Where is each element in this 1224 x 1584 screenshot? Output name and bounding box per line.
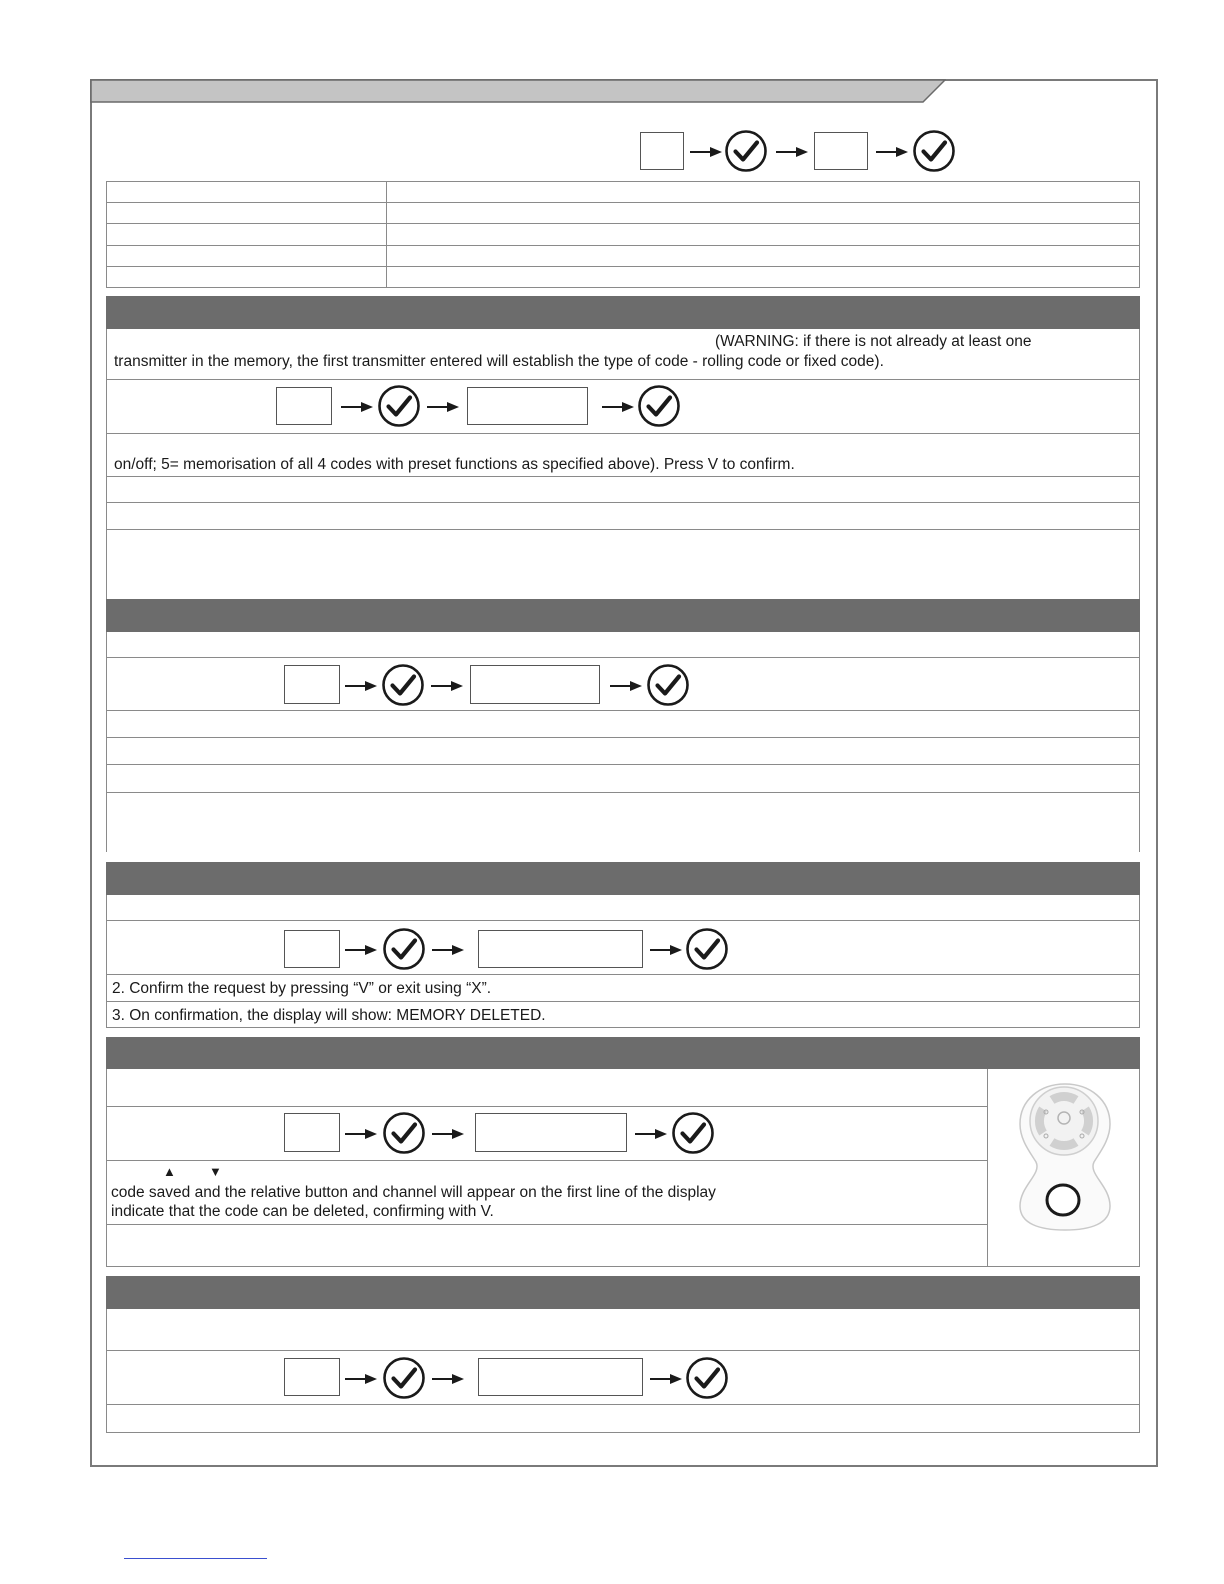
table-row-divider xyxy=(106,245,1140,246)
right-arrow-icon xyxy=(431,679,465,693)
right-arrow-icon xyxy=(635,1127,669,1141)
step-text: on/off; 5= memorisation of all 4 codes with preset functions as specified above). Press V to confirm. xyxy=(114,456,795,473)
check-circle-icon xyxy=(646,663,690,707)
display-box xyxy=(475,1113,627,1152)
footer-link-underline[interactable] xyxy=(124,1558,267,1559)
right-arrow-icon xyxy=(432,1127,466,1141)
section-header-bar xyxy=(106,1037,1140,1069)
row-divider xyxy=(106,1001,1140,1002)
row-divider xyxy=(106,920,1140,921)
right-arrow-icon xyxy=(602,400,636,414)
row-divider xyxy=(106,433,1140,434)
section-body xyxy=(106,1069,1140,1267)
step-text: 2. Confirm the request by pressing “V” or exit using “X”. xyxy=(112,980,492,997)
check-circle-icon xyxy=(724,129,768,173)
right-arrow-icon xyxy=(650,1372,684,1386)
right-arrow-icon xyxy=(345,943,379,957)
check-circle-icon xyxy=(671,1111,715,1155)
parameter-table xyxy=(106,181,1140,288)
display-box xyxy=(284,1113,340,1152)
section-header-bar xyxy=(106,862,1140,895)
check-circle-icon xyxy=(382,1356,426,1400)
display-box xyxy=(284,665,340,704)
row-divider xyxy=(106,657,1140,658)
row-divider xyxy=(106,529,1140,530)
table-row-divider xyxy=(106,223,1140,224)
right-arrow-icon xyxy=(432,1372,466,1386)
step-text: code saved and the relative button and channel will appear on the first line of the display xyxy=(111,1184,716,1201)
check-circle-icon xyxy=(685,927,729,971)
right-arrow-icon xyxy=(876,145,910,159)
check-circle-icon xyxy=(685,1356,729,1400)
right-arrow-icon xyxy=(610,679,644,693)
image-column-divider xyxy=(987,1069,988,1267)
right-arrow-icon xyxy=(345,1127,379,1141)
row-divider xyxy=(106,737,1140,738)
row-divider xyxy=(106,1224,987,1225)
warning-text: (WARNING: if there is not already at least one xyxy=(715,333,1032,350)
row-divider xyxy=(106,379,1140,380)
right-arrow-icon xyxy=(427,400,461,414)
section-header-bar xyxy=(106,296,1140,329)
check-circle-icon xyxy=(912,129,956,173)
right-arrow-icon xyxy=(650,943,684,957)
display-box xyxy=(284,930,340,968)
row-divider xyxy=(106,502,1140,503)
right-arrow-icon xyxy=(345,1372,379,1386)
right-arrow-icon xyxy=(776,145,810,159)
down-arrow-icon: ▼ xyxy=(209,1164,222,1179)
display-box xyxy=(478,1358,643,1396)
row-divider xyxy=(106,792,1140,793)
right-arrow-icon xyxy=(432,943,466,957)
row-divider xyxy=(106,476,1140,477)
row-divider xyxy=(106,710,1140,711)
check-circle-icon xyxy=(382,1111,426,1155)
row-divider xyxy=(106,1106,987,1107)
display-box xyxy=(470,665,600,704)
display-box xyxy=(276,387,332,425)
right-arrow-icon xyxy=(690,145,724,159)
display-box xyxy=(640,132,684,170)
remote-control-icon xyxy=(1010,1078,1120,1234)
table-row-divider xyxy=(106,266,1140,267)
display-box xyxy=(467,387,588,425)
row-divider xyxy=(106,764,1140,765)
display-box xyxy=(814,132,868,170)
up-arrow-icon: ▲ xyxy=(163,1164,176,1179)
right-arrow-icon xyxy=(341,400,375,414)
row-divider xyxy=(106,1160,987,1161)
section-body xyxy=(106,632,1140,852)
check-circle-icon xyxy=(382,927,426,971)
table-row-divider xyxy=(106,202,1140,203)
header-tab xyxy=(90,79,946,103)
row-divider xyxy=(106,1350,1140,1351)
section-header-bar xyxy=(106,599,1140,632)
step-text: 3. On confirmation, the display will show: MEMORY DELETED. xyxy=(112,1007,546,1024)
check-circle-icon xyxy=(637,384,681,428)
warning-text: transmitter in the memory, the first transmitter entered will establish the type of code - rolling code or fixed code). xyxy=(114,353,884,370)
display-box xyxy=(284,1358,340,1396)
table-column-divider xyxy=(386,181,387,288)
row-divider xyxy=(106,1404,1140,1405)
check-circle-icon xyxy=(381,663,425,707)
row-divider xyxy=(106,974,1140,975)
section-header-bar xyxy=(106,1276,1140,1309)
step-text: indicate that the code can be deleted, confirming with V. xyxy=(111,1203,494,1220)
display-box xyxy=(478,930,643,968)
right-arrow-icon xyxy=(345,679,379,693)
check-circle-icon xyxy=(377,384,421,428)
